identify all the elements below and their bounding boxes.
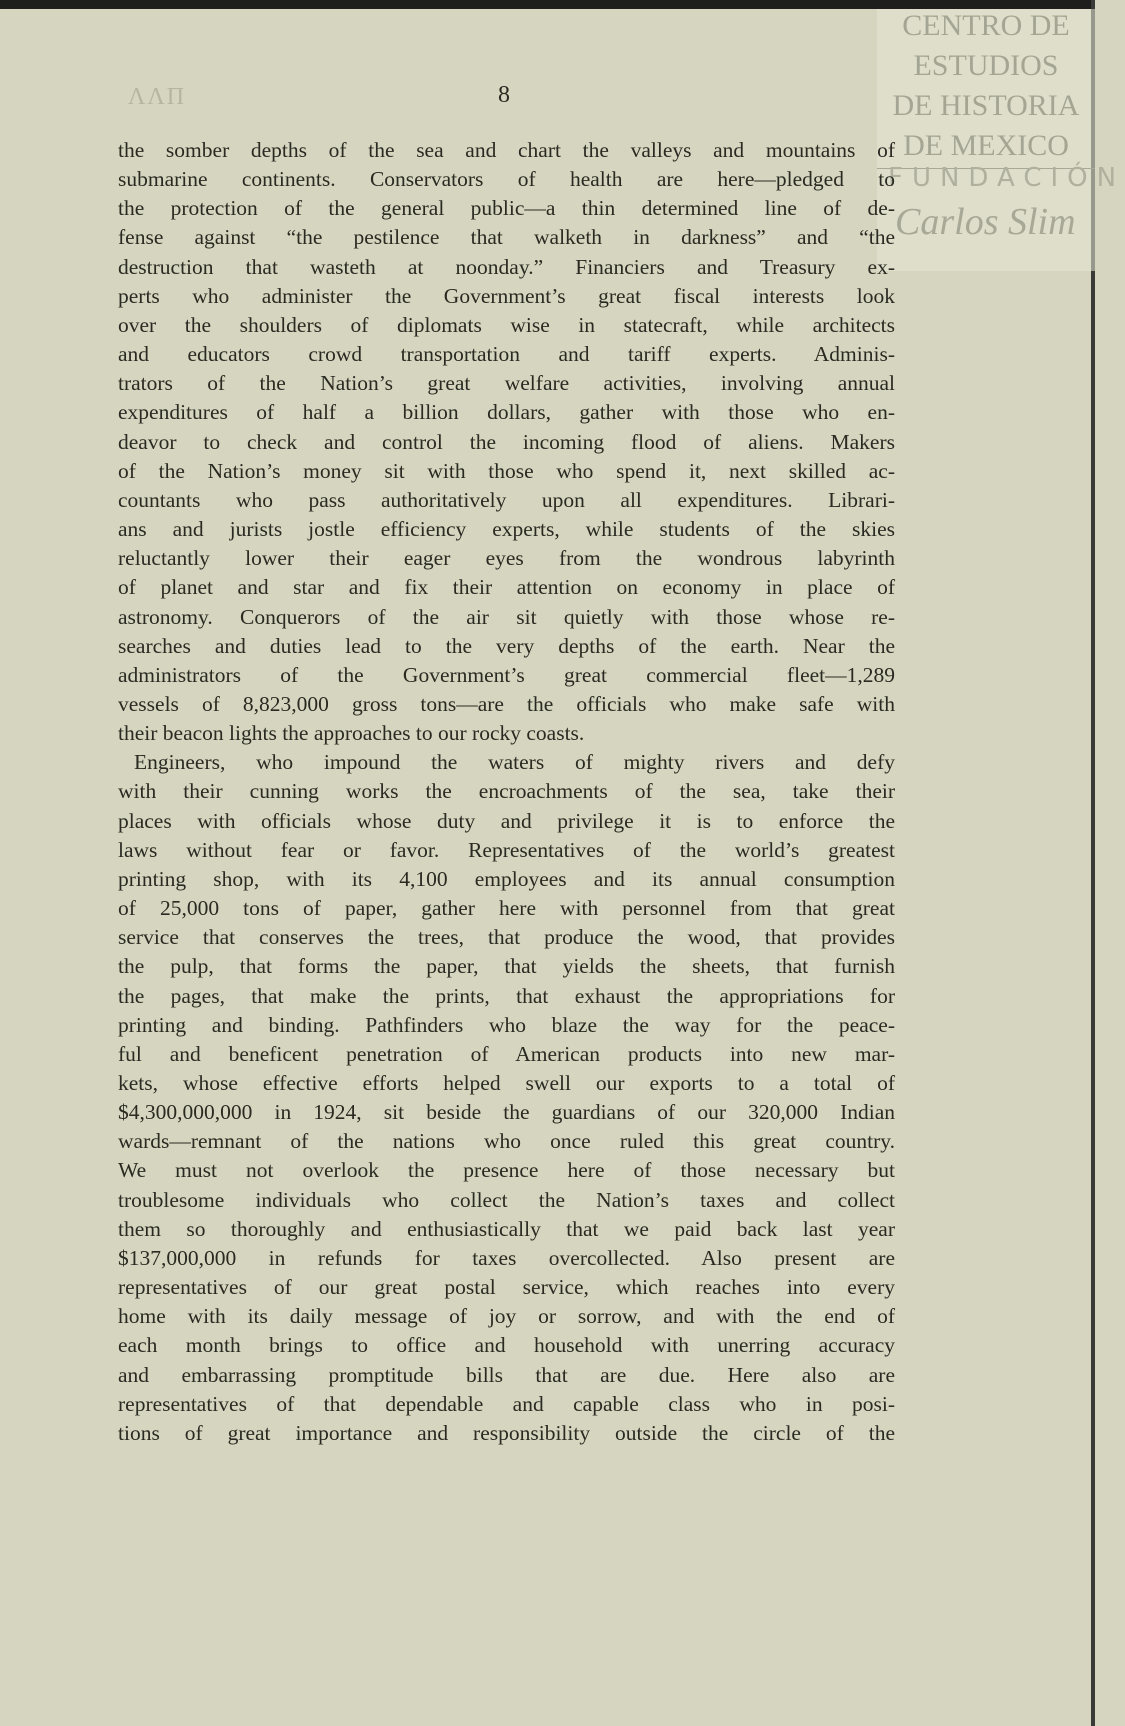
faded-stamp: ΛΛΠ xyxy=(128,84,187,110)
text-line: the pulp, that forms the paper, that yields the sheets, that furnish xyxy=(118,954,895,979)
text-line: laws without fear or favor. Representatives of the world’s greatest xyxy=(118,837,895,862)
text-line: their beacon lights the approaches to our rocky coasts. xyxy=(118,721,585,746)
watermark-text xyxy=(877,6,1095,166)
text-line: reluctantly lower their eager eyes from the wondrous labyrinth xyxy=(118,546,895,571)
text-line: perts who administer the Government’s great fiscal interests look xyxy=(118,283,895,308)
text-line: with their cunning works the encroachments of the sea, take their xyxy=(118,779,895,804)
text-line: expenditures of half a billion dollars, gather with those who en- xyxy=(118,400,895,425)
text-line: Engineers, who impound the waters of mighty rivers and defy xyxy=(134,750,895,775)
text-line: troublesome individuals who collect the Nation’s taxes and collect xyxy=(118,1187,895,1212)
text-line: home with its daily message of joy or sorrow, and with the end of xyxy=(118,1304,895,1329)
text-line: astronomy. Conquerors of the air sit quietly with those whose re- xyxy=(118,604,895,629)
watermark-line: DE HISTORIA xyxy=(892,89,1080,122)
text-line: each month brings to office and household with unerring accuracy xyxy=(118,1333,895,1358)
text-line: kets, whose effective efforts helped swell our exports to a total of xyxy=(118,1071,895,1095)
body-text xyxy=(118,136,895,1448)
watermark-line: CENTRO DE xyxy=(902,9,1070,42)
text-line: service that conserves the trees, that produce the wood, that provides xyxy=(118,925,895,950)
text-line: $137,000,000 in refunds for taxes overcollected. Also present are xyxy=(118,1245,895,1270)
text-line: the protection of the general public—a thin determined line of de- xyxy=(118,196,895,221)
text-line: printing and binding. Pathfinders who blaze the way for the peace- xyxy=(118,1012,895,1037)
text-line: $4,300,000,000 in 1924, sit beside the guardians of our 320,000 Indian xyxy=(118,1100,895,1125)
text-line: and educators crowd transportation and tariff experts. Adminis- xyxy=(118,342,895,367)
text-line: them so thoroughly and enthusiastically that we paid back last year xyxy=(118,1216,895,1241)
text-line: and embarrassing promptitude bills that are due. Here also are xyxy=(118,1362,895,1387)
text-line: searches and duties lead to the very depths of the earth. Near the xyxy=(118,633,895,658)
text-line: We must not overlook the presence here of those necessary but xyxy=(118,1158,895,1183)
text-line: countants who pass authoritatively upon all expenditures. Librari- xyxy=(118,487,895,512)
text-line: destruction that wasteth at noonday.” Financiers and Treasury ex- xyxy=(118,254,895,279)
text-line: vessels of 8,823,000 gross tons—are the officials who make safe with xyxy=(118,691,895,716)
text-line: printing shop, with its 4,100 employees and its annual consumption xyxy=(118,866,895,891)
text-line: tions of great importance and responsibility outside the circle of the xyxy=(118,1420,895,1445)
text-line: wards—remnant of the nations who once ruled this great country. xyxy=(118,1129,895,1154)
text-line: over the shoulders of diplomats wise in statecraft, while architects xyxy=(118,312,895,337)
text-line: representatives of that dependable and capable class who in posi- xyxy=(118,1391,895,1416)
text-line: ans and jurists jostle efficiency experts, while students of the skies xyxy=(118,517,895,542)
text-line: deavor to check and control the incoming flood of aliens. Makers xyxy=(118,429,895,454)
text-line: trators of the Nation’s great welfare activities, involving annual xyxy=(118,371,895,396)
page-number: 8 xyxy=(498,82,510,108)
text-line: submarine continents. Conservators of health are here—pledged to xyxy=(118,167,895,192)
text-line: of the Nation’s money sit with those who spend it, next skilled ac- xyxy=(118,458,895,483)
text-line: ful and beneficent penetration of American products into new mar- xyxy=(118,1041,895,1066)
text-line: of 25,000 tons of paper, gather here with personnel from that great xyxy=(118,896,895,921)
text-line: the somber depths of the sea and chart the valleys and mountains of xyxy=(118,138,895,162)
watermark-line: DE MEXICO xyxy=(903,129,1069,162)
text-line: of planet and star and fix their attention on economy in place of xyxy=(118,575,895,600)
watermark-line: ESTUDIOS xyxy=(913,49,1059,82)
text-line: fense against “the pestilence that walketh in darkness” and “the xyxy=(118,225,895,250)
text-line: places with officials whose duty and privilege it is to enforce the xyxy=(118,808,895,833)
text-line: administrators of the Government’s great commercial fleet—1,289 xyxy=(118,662,895,687)
watermark-fundacion: FUNDACIÓN xyxy=(888,163,1125,193)
text-line: representatives of our great postal service, which reaches into every xyxy=(118,1275,895,1300)
text-line: the pages, that make the prints, that exhaust the appropriations for xyxy=(118,983,895,1008)
watermark-signature: Carlos Slim xyxy=(895,201,1076,243)
